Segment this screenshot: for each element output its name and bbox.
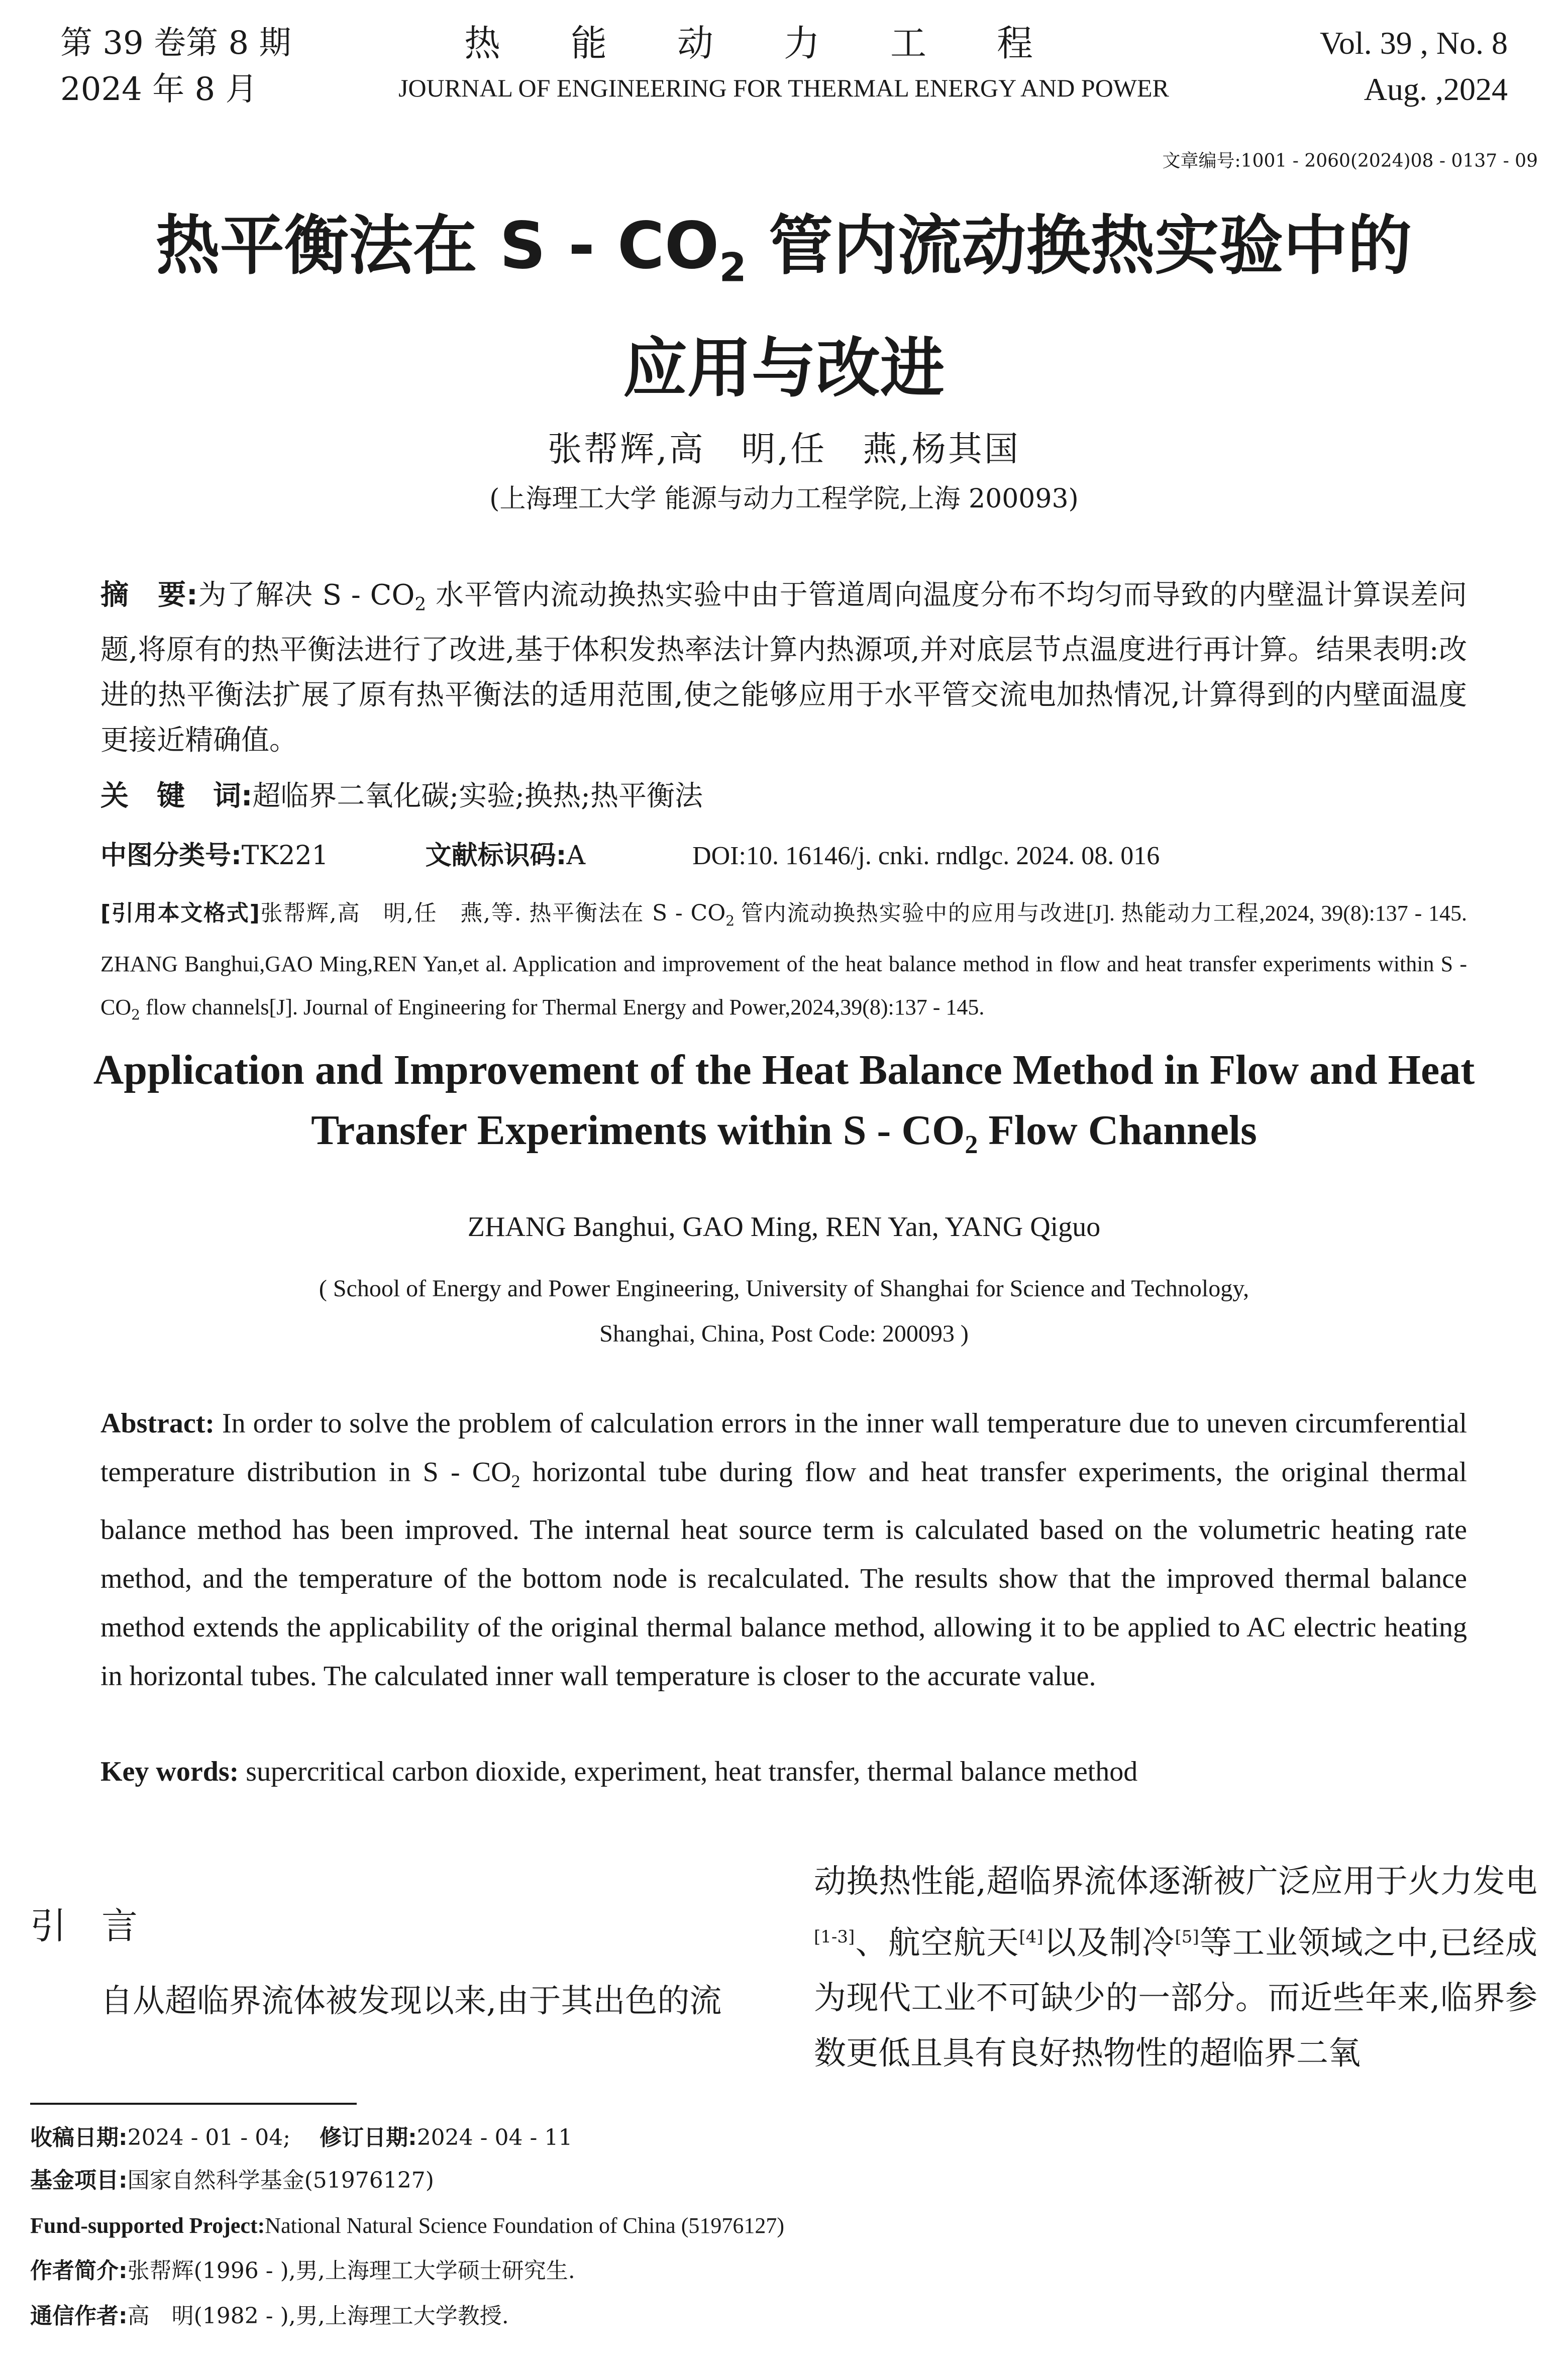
keywords-en-label: Key words: <box>100 1756 239 1787</box>
keywords-cn-text: 超临界二氧化碳;实验;换热;热平衡法 <box>252 780 703 812</box>
journal-title-cn: 热能动力工程 <box>464 22 1103 64</box>
issue-info-en <box>1320 20 1508 113</box>
subscript: 2 <box>414 594 427 615</box>
affiliation-en-line1: ( School of Energy and Power Engineering, University of Shanghai for Science and Technology, <box>319 1275 1249 1302</box>
doc-code: A <box>566 841 586 871</box>
doc-code-label: 文献标识码: <box>425 841 567 871</box>
subscript: 2 <box>965 1130 978 1159</box>
fund-en-label: Fund-supported Project: <box>30 2213 265 2238</box>
doi: DOI:10. 16146/j. cnki. rndlgc. 2024. 08. 016 <box>692 842 1160 870</box>
abstract-cn <box>100 573 1467 763</box>
title-en-line2 <box>50 1100 1518 1175</box>
abstract-en-text: In order to solve the problem of calculation errors in the inner wall temperature due to uneven circumferential temperature distribution in S - CO <box>100 1408 1467 1488</box>
received-date: 2024 - 01 - 04; <box>127 2125 291 2150</box>
footnote-corresponding <box>30 2301 1537 2331</box>
citation-label: [引用本文格式] <box>100 900 260 926</box>
revised-date: 2024 - 04 - 11 <box>416 2125 573 2150</box>
footnote-fund-en <box>30 2211 1537 2241</box>
authors-cn: 张帮辉,高 明,任 燕,杨其国 <box>548 430 1020 469</box>
abstract-cn-label: 摘 要: <box>100 579 198 611</box>
footnote-author <box>30 2256 1537 2286</box>
fund-en-text: National Natural Science Foundation of China (51976127) <box>265 2213 785 2238</box>
volume-en: Vol. 39 , No. 8 <box>1320 25 1508 61</box>
classification-line <box>100 834 1160 872</box>
abstract-en-label: Abstract: <box>100 1408 215 1439</box>
subscript: 2 <box>511 1471 520 1492</box>
title-cn-line2: 应用与改进 <box>622 331 945 406</box>
reference-marker: [1-3] <box>814 1927 855 1947</box>
author-label: 作者简介: <box>30 2258 128 2284</box>
title-cn-part: 管内流动换热实验中的 <box>746 209 1412 283</box>
keywords-en-text: supercritical carbon dioxide, experiment, heat transfer, thermal balance method <box>239 1756 1138 1787</box>
subscript: 2 <box>719 245 747 291</box>
subscript: 2 <box>725 912 735 929</box>
revised-label: 修订日期: <box>320 2125 417 2150</box>
journal-title-en: JOURNAL OF ENGINEERING FOR THERMAL ENERGY AND POWER <box>398 74 1169 102</box>
title-en-part: Transfer Experiments within S - CO <box>311 1107 965 1154</box>
body-text: 、航空航天 <box>855 1924 1019 1962</box>
date-en: Aug. ,2024 <box>1364 71 1508 107</box>
fund-text: 国家自然科学基金(51976127) <box>127 2168 434 2193</box>
abstract-cn-text: 为了解决 S - CO <box>197 579 415 611</box>
corresponding-label: 通信作者: <box>30 2303 128 2329</box>
issue-info-cn <box>60 20 291 113</box>
citation-text: 管内流动换热实验中的应用与改进[J]. 热能动力工程,2024, 39(8):137 - 145. ZHANG Banghui,GAO Ming,REN Yan,et al. Application and improvement of the heat balance method in flow and heat transfer experiments within S - CO <box>100 901 1468 1019</box>
title-cn-part: 热平衡法在 S - CO <box>155 209 719 283</box>
section-heading-introduction: 引言 <box>30 1905 173 1947</box>
date-cn: 2024 年 8 月 <box>60 71 258 108</box>
citation-text: 张帮辉,高 明,任 燕,等. 热平衡法在 S - CO <box>259 900 726 926</box>
title-cn-line1 <box>80 196 1487 319</box>
body-text: 等工业领域之中,已经成为现代工业不可缺少的一部分。而近些年来,临界参数更低且具有良好热物性的超临界二氧 <box>814 1924 1538 2073</box>
affiliation-en <box>100 1266 1468 1357</box>
paper-title-cn <box>80 196 1487 419</box>
corresponding-text: 高 明(1982 - ),男,上海理工大学教授. <box>127 2303 509 2329</box>
body-text: 动换热性能,超临界流体逐渐被广泛应用于火力发电 <box>814 1863 1537 1900</box>
reference-marker: [5] <box>1175 1927 1199 1947</box>
body-text-right-column <box>814 1854 1537 2081</box>
citation-text: flow channels[J]. Journal of Engineering for Thermal Energy and Power,2024,39(8):137 - 145. <box>140 994 985 1019</box>
affiliation-en-line2: Shanghai, China, Post Code: 200093 ) <box>599 1320 969 1347</box>
keywords-cn-label: 关 键 词: <box>100 780 253 812</box>
article-number: 文章编号:1001 - 2060(2024)08 - 0137 - 09 <box>1162 151 1538 171</box>
received-label: 收稿日期: <box>30 2125 128 2150</box>
footnote-dates <box>30 2123 1537 2153</box>
title-en-line1: Application and Improvement of the Heat Balance Method in Flow and Heat <box>93 1047 1475 1093</box>
paper-title-en <box>50 1040 1518 1175</box>
abstract-en <box>100 1399 1467 1701</box>
abstract-en-text: horizontal tube during flow and heat transfer experiments, the original thermal balance method has been improved. The internal heat source term is calculated based on the volumetric heating rate method, and the temperature of the bottom node is recalculated. The results show that the improved thermal balance method extends the applicability of the original thermal balance method, allowing it to be applied to AC electric heating in horizontal tubes. The calculated inner wall temperature is closer to the accurate value. <box>100 1457 1467 1692</box>
body-text: 以及制冷 <box>1043 1924 1175 1962</box>
author-text: 张帮辉(1996 - ),男,上海理工大学硕士研究生. <box>127 2258 575 2284</box>
abstract-cn-text: 水平管内流动换热实验中由于管道周向温度分布不均匀而导致的内壁温计算误差问题,将原有的热平衡法进行了改进,基于体积发热率法计算内热源项,并对底层节点温度进行再计算。结果表明:改进的热平衡法扩展了原有热平衡法的适用范围,使之能够应用于水平管交流电加热情况,计算得到的内壁面温度更接近精确值。 <box>100 579 1467 757</box>
reference-marker: [4] <box>1019 1927 1043 1947</box>
clc-label: 中图分类号: <box>100 841 242 871</box>
clc-code: TK221 <box>241 841 329 871</box>
fund-label: 基金项目: <box>30 2168 128 2193</box>
keywords-en <box>100 1756 1137 1788</box>
volume-cn: 第 39 卷第 8 期 <box>60 25 291 62</box>
footnote-divider <box>30 2103 357 2105</box>
affiliation-cn: (上海理工大学 能源与动力工程学院,上海 200093) <box>489 484 1079 514</box>
footnote-fund-cn <box>30 2166 1537 2196</box>
citation-format <box>100 892 1467 1037</box>
body-text-left-column: 自从超临界流体被发现以来,由于其出色的流 <box>100 1983 722 2020</box>
authors-en: ZHANG Banghui, GAO Ming, REN Yan, YANG Qiguo <box>467 1211 1101 1243</box>
title-en-part: Flow Channels <box>978 1107 1257 1154</box>
keywords-cn <box>100 774 703 814</box>
subscript: 2 <box>131 1006 140 1023</box>
